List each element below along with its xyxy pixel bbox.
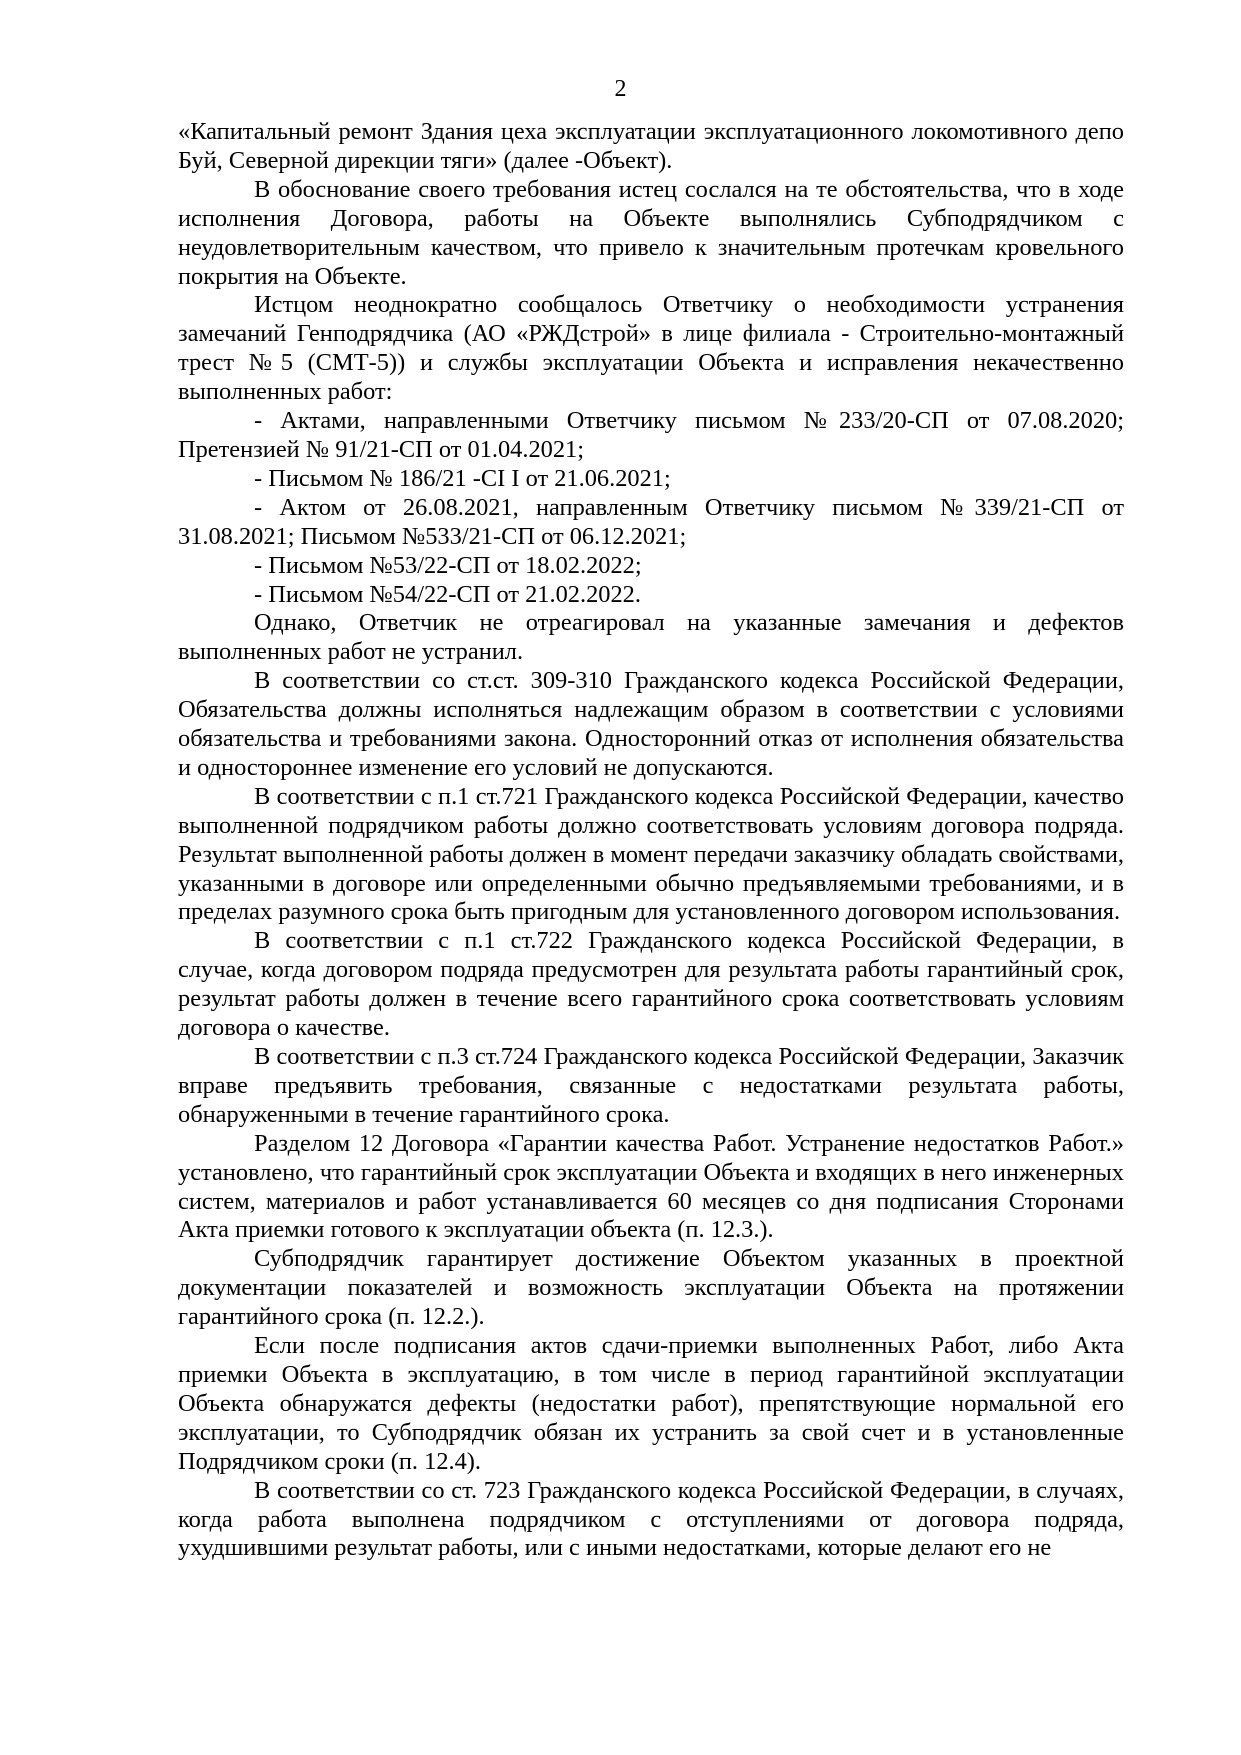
list-item-letter-53: - Письмом №53/22-СП от 18.02.2022; bbox=[254, 551, 642, 579]
paragraph-no-response: Однако, Ответчик не отреагировал на указанные замечания и дефектов выполненных работ не устранил. bbox=[178, 609, 1124, 666]
paragraph-warranty-12-2: Субподрядчик гарантирует достижение Объектом указанных в проектной документации показателей и возможность эксплуатации Объекта на протяжении гарантийного срока (п. 12.2.). bbox=[178, 1245, 1124, 1331]
document-body bbox=[178, 118, 1124, 1563]
list-item-acts: - Актами, направленными Ответчику письмом №233/20-СП от 07.08.2020; Претензией № 91/21-СП от 01.04.2021; bbox=[178, 407, 1124, 463]
paragraph-notifications: Истцом неоднократно сообщалось Ответчику о необходимости устранения замечаний Генподрядчика (АО «РЖДстрой» в лице филиала - Строительно-монтажный трест №5 (СМТ-5)) и службы эксплуатации Объекта и исправления некачественно выполненных работ: bbox=[178, 291, 1124, 406]
paragraph-art-724: В соответствии с п.3 ст.724 Гражданского кодекса Российской Федерации, Заказчик вправе предъявить требования, связанные с недостатками результата работы, обнаруженными в течение гарантийного срока. bbox=[178, 1043, 1124, 1128]
paragraph-art-309-310: В соответствии со ст.ст. 309-310 Гражданского кодекса Российской Федерации, Обязательства должны исполняться надлежащим образом в соответствии с условиями обязательства и требованиями закона. Односторонний отказ от исполнения обязательства и одностороннее изменение его условий не допускаются. bbox=[178, 667, 1124, 781]
paragraph-art-723: В соответствии со ст. 723 Гражданского кодекса Российской Федерации, в случаях, когда работа выполнена подрядчиком с отступлениями от договора подряда, ухудшившими результат работы, или с иными недостатками, которые делают его не bbox=[178, 1476, 1124, 1562]
paragraph-defects-12-4: Если после подписания актов сдачи-приемки выполненных Работ, либо Акта приемки Объекта в эксплуатацию, в том числе в период гарантийной эксплуатации Объекта обнаружатся дефекты (недостатки работ), препятствующие нормальной его эксплуатации, то Субподрядчик обязан их устранить за свой счет и в установленные Подрядчиком сроки (п. 12.4). bbox=[178, 1332, 1124, 1475]
page-number: 2 bbox=[614, 76, 627, 102]
paragraph-section-12: Разделом 12 Договора «Гарантии качества Работ. Устранение недостатков Работ.» установлено, что гарантийный срок эксплуатации Объекта и входящих в него инженерных систем, материалов и работ устанавливается 60 месяцев со дня подписания Сторонами Акта приемки готового к эксплуатации объекта (п. 12.3.). bbox=[178, 1129, 1124, 1244]
paragraph-art-722: В соответствии с п.1 ст.722 Гражданского кодекса Российской Федерации, в случае, когда договором подряда предусмотрен для результата работы гарантийный срок, результат работы должен в течение всего гарантийного срока соответствовать условиям договора о качестве. bbox=[178, 927, 1124, 1042]
paragraph-object-title: «Капитальный ремонт Здания цеха эксплуатации эксплуатационного локомотивного депо Буй, Северной дирекции тяги» (далее -Объект). bbox=[178, 118, 1124, 174]
list-item-act-26-08: - Актом от 26.08.2021, направленным Ответчику письмом №339/21-СП от 31.08.2021; Письмом №533/21-СП от 06.12.2021; bbox=[178, 493, 1124, 550]
paragraph-claim-basis: В обоснование своего требования истец сослался на те обстоятельства, что в ходе исполнения Договора, работы на Объекте выполнялись Субподрядчиком с неудовлетворительным качеством, что привело к значительным протечкам кровельного покрытия на Объекте. bbox=[178, 175, 1124, 290]
paragraph-art-721: В соответствии с п.1 ст.721 Гражданского кодекса Российской Федерации, качество выполненной подрядчиком работы должно соответствовать условиям договора подряда. Результат выполненной работы должен в момент передачи заказчику обладать свойствами, указанными в договоре или определенными обычно предъявляемыми требованиями, и в пределах разумного срока быть пригодным для установленного договором использования. bbox=[178, 782, 1124, 926]
list-item-letter-186: - Письмом № 186/21 -СI I от 21.06.2021; bbox=[254, 464, 671, 492]
list-item-letter-54: - Письмом №54/22-СП от 21.02.2022. bbox=[254, 580, 641, 608]
